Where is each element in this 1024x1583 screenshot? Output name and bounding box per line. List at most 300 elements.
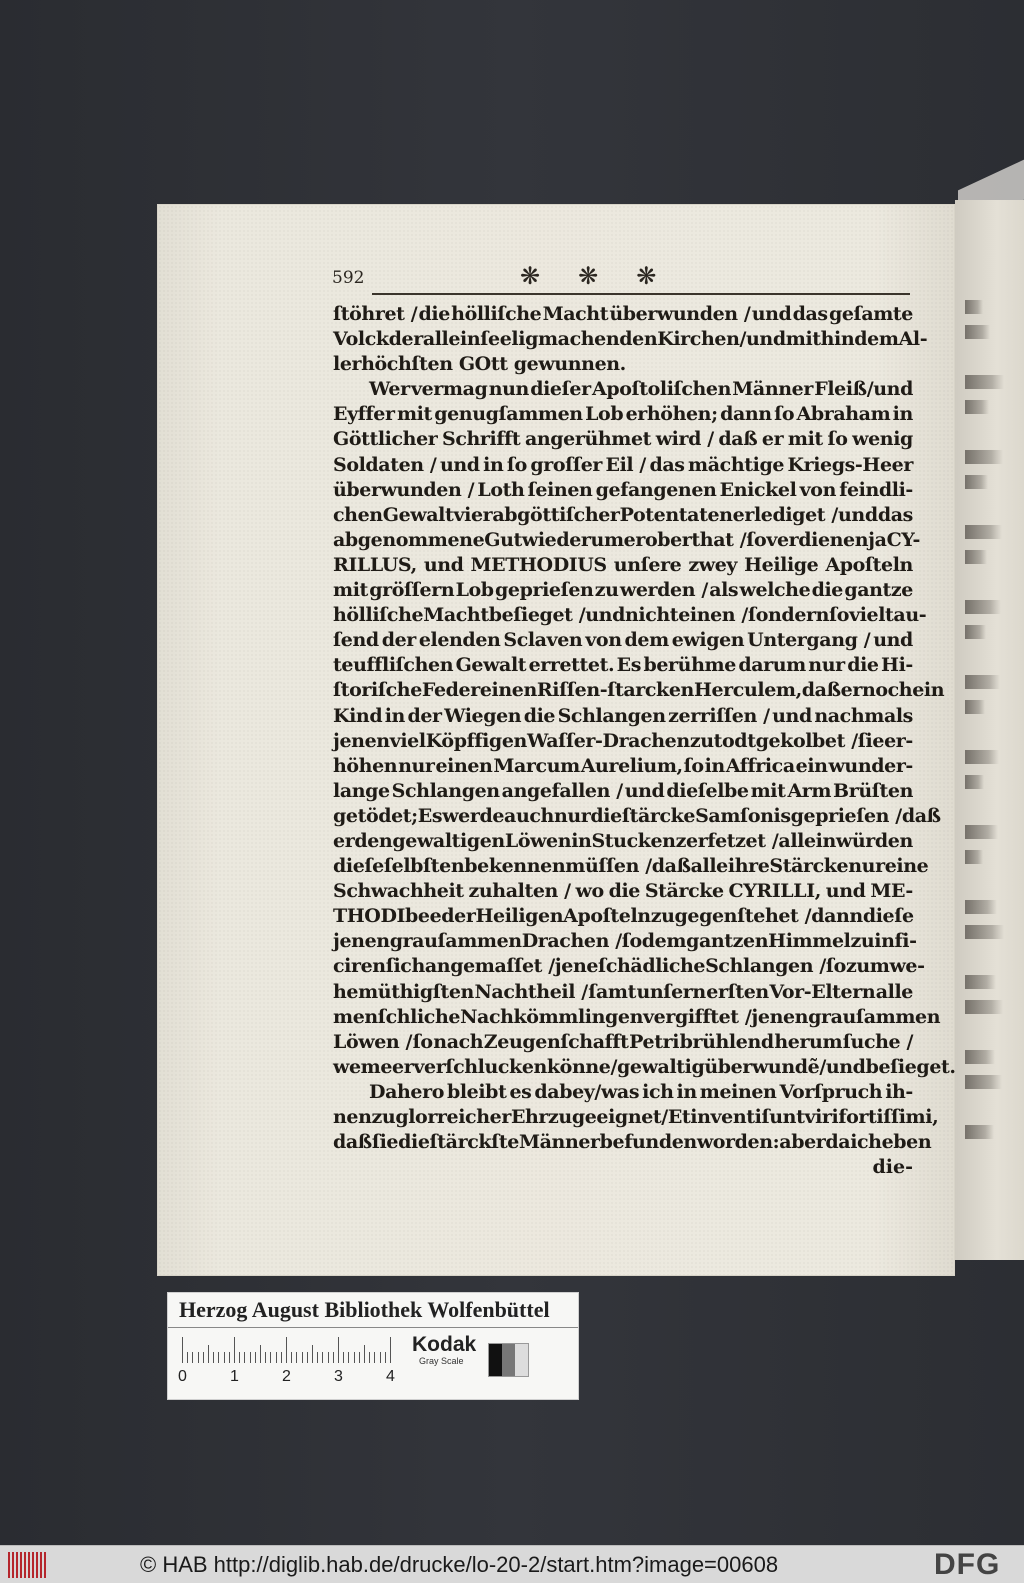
word: er- — [884, 729, 913, 752]
word: jenen — [751, 1005, 809, 1028]
word: Löwen — [504, 829, 572, 852]
word: Volck — [333, 328, 389, 351]
ruler-number: 1 — [230, 1368, 239, 1385]
word: hemüthigſten — [333, 980, 474, 1003]
word: auch — [504, 804, 554, 827]
word: hölliſche — [333, 604, 424, 627]
word: wiederum — [521, 528, 624, 551]
word: ſtärcke — [621, 804, 696, 827]
word: Enickel — [719, 478, 797, 501]
ruler-tick — [369, 1352, 370, 1363]
word: nur — [553, 804, 591, 827]
word: ſchädliche — [598, 955, 706, 978]
word: Stärcke — [769, 855, 849, 878]
word: Abraham — [796, 403, 891, 426]
adjacent-text-fragment — [965, 1075, 1002, 1089]
word: in — [892, 403, 913, 426]
word: allein — [422, 328, 481, 351]
word: Nachtheil / — [474, 980, 588, 1003]
word: geprieſen / — [790, 804, 902, 827]
word: in — [571, 829, 592, 852]
word: errettet. — [528, 654, 615, 677]
word: höhen — [333, 754, 398, 777]
word: groſſer — [530, 453, 603, 476]
word: daß — [333, 1131, 372, 1154]
word: daß — [901, 804, 941, 827]
word: METHODIUS — [470, 553, 607, 576]
ruler-tick — [270, 1352, 271, 1363]
adjacent-text-fragment — [965, 900, 997, 914]
dfg-logo: DFG — [934, 1548, 1001, 1581]
word: und — [439, 453, 480, 476]
adjacent-text-fragment — [965, 325, 990, 339]
ruler-tick — [198, 1352, 199, 1363]
ruler-tick — [265, 1352, 266, 1363]
word: als — [709, 579, 739, 602]
word: zerfetzet / — [675, 829, 779, 852]
ruler-tick — [385, 1352, 386, 1363]
word: mit — [750, 779, 786, 802]
word: vergifftet / — [643, 1005, 752, 1028]
word: ſtehet / — [737, 905, 812, 928]
word: alle — [690, 855, 728, 878]
word: wunder- — [828, 754, 913, 777]
text-line — [333, 1080, 913, 1105]
ruler-tick — [296, 1352, 297, 1363]
adjacent-text-fragment — [965, 550, 987, 564]
word: ſuche / — [842, 1030, 913, 1053]
word: Es — [417, 804, 443, 827]
ruler-tick — [286, 1337, 287, 1363]
word: Feder — [421, 679, 480, 702]
word: ſelbſten — [383, 855, 465, 878]
page-text — [333, 302, 956, 1180]
word: lange — [333, 779, 390, 802]
word: abgöttiſcher — [492, 503, 620, 526]
text-line — [333, 1105, 939, 1130]
library-color-card — [167, 1292, 579, 1400]
word: Gut — [484, 528, 522, 551]
word: gröſſern — [369, 579, 455, 602]
word: das — [792, 303, 828, 325]
ruler-tick — [312, 1345, 313, 1363]
word: genugſammen — [434, 403, 583, 426]
word: in — [384, 704, 405, 727]
word: weme — [333, 1055, 393, 1078]
scale-ruler — [182, 1337, 392, 1363]
word: jenen — [333, 930, 390, 953]
word: daß — [718, 428, 758, 451]
word: ein — [795, 754, 828, 777]
word: nach — [433, 1030, 484, 1053]
word: dieſe — [862, 905, 914, 928]
gray-scale-label: Gray Scale — [419, 1356, 464, 1366]
text-line — [333, 453, 913, 478]
word: von — [799, 478, 836, 501]
text-line — [333, 528, 921, 553]
word: und — [873, 629, 913, 652]
word: ewigen — [671, 629, 745, 652]
word: die — [398, 1131, 430, 1154]
word: inventi — [690, 1106, 762, 1128]
text-line — [333, 904, 913, 929]
word: Sclaven — [503, 629, 583, 652]
word: ſtöhret / — [333, 303, 418, 325]
word: Heilige — [744, 553, 819, 576]
ruler-tick — [343, 1352, 344, 1363]
word: jenen — [333, 729, 390, 752]
word: nur — [398, 754, 435, 777]
adjacent-text-fragment — [965, 775, 984, 789]
word: werden / — [619, 579, 708, 602]
header-ornaments: ❋❋❋ — [520, 262, 695, 290]
word: zu — [371, 1106, 396, 1128]
word: dem — [854, 328, 899, 351]
adjacent-text-fragment — [965, 300, 983, 314]
ruler-tick — [218, 1352, 219, 1363]
word: der — [407, 704, 442, 727]
ruler-tick — [374, 1352, 375, 1363]
word: ſie — [857, 729, 885, 752]
word: ihre — [727, 855, 770, 878]
word: nur — [848, 855, 885, 878]
word: Affrica — [725, 754, 795, 777]
ruler-tick — [276, 1352, 277, 1363]
word: Apoſtoliſchen — [591, 378, 732, 401]
word: und — [838, 503, 878, 526]
word: ſend — [333, 629, 379, 652]
word: CY- — [886, 528, 921, 551]
word: überwunden / — [333, 478, 475, 501]
word: CYRILLI, — [728, 880, 821, 903]
word: Soldaten / — [333, 453, 437, 476]
word: geprieſen — [495, 579, 594, 602]
word: würden — [835, 829, 913, 852]
swatch-gray — [502, 1344, 515, 1376]
word: ſo — [827, 428, 848, 451]
word: eben — [881, 1131, 932, 1154]
word: Eil / — [605, 453, 646, 476]
word: ſo — [683, 754, 704, 777]
word: grauſammen — [808, 1005, 941, 1028]
ruler-tick — [239, 1352, 240, 1363]
word: bekennen — [464, 855, 566, 878]
adjacent-text-fragment — [965, 600, 1001, 614]
word: Schrifft — [442, 428, 521, 451]
ruler-tick — [260, 1345, 261, 1363]
word: getödet; — [333, 804, 418, 827]
word: allein — [778, 829, 836, 852]
word: mit — [333, 579, 368, 602]
word: gefangenen — [595, 478, 717, 501]
word: THODI — [333, 905, 406, 928]
word: Apoſteln — [563, 905, 651, 928]
word: und — [751, 303, 792, 325]
word: ja — [868, 528, 887, 551]
word: zwey — [688, 553, 738, 576]
word: dieſe — [333, 855, 384, 878]
adjacent-text-fragment — [965, 525, 1002, 539]
word: bleibt — [446, 1080, 507, 1103]
text-line — [333, 879, 913, 904]
word: verdienen — [766, 528, 869, 551]
word: Nachkömmlingen — [460, 1005, 644, 1028]
word: in — [483, 453, 504, 476]
ruler-tick — [213, 1352, 214, 1363]
word: abgenommene — [333, 528, 485, 551]
word: beeder — [405, 905, 476, 928]
word: Lob — [455, 579, 494, 602]
adjacent-text-fragment — [965, 975, 996, 989]
text-line — [333, 628, 913, 653]
kodak-brand: Kodak — [412, 1333, 477, 1356]
word: gekolbet / — [755, 729, 858, 752]
word: Riſſen-ſtarcken — [536, 679, 694, 702]
word: er — [333, 829, 355, 852]
word: worden: — [696, 1131, 780, 1154]
text-line — [333, 678, 945, 703]
word: wo — [575, 880, 604, 903]
text-line — [333, 503, 913, 528]
ruler-tick — [333, 1352, 334, 1363]
word: erſten — [706, 980, 769, 1003]
ruler-tick — [328, 1352, 329, 1363]
word: zugegen — [650, 905, 738, 928]
word: werde — [442, 804, 505, 827]
adjacent-text-fragment — [965, 850, 983, 864]
word: zum — [845, 955, 890, 978]
adjacent-text-fragment — [965, 700, 985, 714]
adjacent-text-fragment — [965, 400, 989, 414]
word: Untergang / — [747, 629, 871, 652]
word: eine — [884, 855, 929, 878]
text-line — [333, 653, 913, 678]
word: nachmals — [814, 704, 913, 727]
word: Göttlicher — [333, 428, 438, 451]
word: ciren — [333, 955, 386, 978]
word: mit — [396, 403, 432, 426]
text-line — [333, 327, 928, 352]
word: die — [847, 654, 879, 677]
word: Schlangen — [557, 704, 666, 727]
word: geſamte — [828, 303, 913, 325]
swatch-light — [515, 1344, 528, 1376]
word: müſſen / — [565, 855, 652, 878]
word: und — [772, 704, 812, 727]
word: wird / — [655, 428, 714, 451]
text-line — [333, 603, 927, 628]
word: ich — [850, 1131, 882, 1154]
word: brühlend — [679, 1030, 774, 1053]
text-line — [333, 1055, 956, 1080]
word: erhöhen; — [625, 403, 718, 426]
adjacent-text-fragment — [965, 475, 988, 489]
word: teuffliſchen — [333, 654, 454, 677]
word: beſieget / — [488, 604, 586, 627]
word: ſunt — [761, 1106, 805, 1128]
word: ſo — [746, 528, 767, 551]
word: ſich — [385, 955, 425, 978]
word: da — [825, 1131, 851, 1154]
adjacent-text-fragment — [965, 1050, 995, 1064]
word: nur — [808, 654, 845, 677]
ruler-tick — [187, 1352, 188, 1363]
word: dieſer — [530, 378, 591, 401]
word: Macht — [542, 303, 609, 325]
word: vier — [453, 503, 493, 526]
word: Dahero — [369, 1080, 444, 1103]
library-name: Herzog August Bibliothek Wolfenbüttel — [179, 1297, 550, 1322]
word: erobert — [623, 528, 700, 551]
word: Herculem, — [693, 679, 802, 702]
word: Waſſer-Drachen — [526, 729, 690, 752]
text-line — [333, 804, 941, 829]
word: ein — [912, 679, 945, 702]
word: und — [423, 553, 464, 576]
word: mächtige — [688, 453, 785, 476]
word: Zeugenſchafft — [483, 1030, 629, 1053]
word: RILLUS, — [333, 553, 417, 576]
word: Loth — [477, 478, 525, 501]
ruler-tick — [291, 1352, 292, 1363]
word: Apoſteln — [825, 553, 913, 576]
word: Heiligen — [475, 905, 564, 928]
word: Arm — [787, 779, 832, 802]
word: mit — [787, 428, 823, 451]
word: alle — [875, 980, 913, 1003]
word: ſondern — [747, 604, 830, 627]
ruler-tick — [364, 1345, 365, 1363]
adjacent-text-fragment — [965, 1125, 994, 1139]
ruler-tick — [208, 1345, 209, 1363]
word: dann — [811, 905, 863, 928]
word: er — [761, 428, 784, 451]
word: er — [392, 1055, 414, 1078]
word: Brüſten — [833, 779, 913, 802]
word: befunden — [599, 1131, 697, 1154]
word: Al- — [898, 328, 928, 351]
word: Wer — [369, 378, 410, 401]
word: Schwachheit — [333, 880, 464, 903]
word: könne/gewaltig — [546, 1055, 705, 1078]
word: Potentaten — [619, 503, 733, 526]
word: ſie — [371, 1131, 399, 1154]
word: ſo — [829, 604, 850, 627]
text-line — [333, 929, 917, 954]
word: Männer — [518, 1131, 600, 1154]
text-line — [333, 854, 929, 879]
word: gantzen — [686, 930, 769, 953]
ruler-tick — [359, 1352, 360, 1363]
word: Vorſpruch — [779, 1080, 883, 1103]
word: den — [354, 829, 393, 852]
text-line — [333, 829, 913, 854]
word: tau- — [885, 604, 927, 627]
word: todt — [713, 729, 756, 752]
word: ich — [642, 1080, 674, 1103]
word: welche — [739, 579, 811, 602]
word: darum — [738, 654, 806, 677]
ruler-tick — [244, 1352, 245, 1363]
word: Schlangen — [391, 779, 500, 802]
adjacent-text-fragment — [965, 375, 1004, 389]
word: zerriſſen / — [668, 704, 770, 727]
word: hölliſche — [451, 303, 542, 325]
ruler-tick — [354, 1352, 355, 1363]
copyright-url[interactable]: © HAB http://diglib.hab.de/drucke/lo-20-2/start.htm?image=00608 — [140, 1552, 779, 1577]
word: und — [585, 604, 625, 627]
page-number: 592 — [332, 268, 365, 288]
word: angerühmet — [524, 428, 652, 451]
ruler-tick — [380, 1352, 381, 1363]
ruler-tick — [317, 1352, 318, 1363]
header-rule — [372, 293, 910, 295]
word: dem — [641, 930, 687, 953]
word: er — [840, 679, 862, 702]
word: ih- — [885, 1080, 913, 1103]
word: einen — [479, 679, 537, 702]
word: Kirchen/und — [657, 328, 786, 351]
word: glorreicher — [395, 1106, 511, 1128]
text-line — [333, 1030, 913, 1055]
word: Köpffigen — [425, 729, 527, 752]
text-line — [333, 954, 925, 979]
word: viri — [804, 1106, 839, 1128]
ruler-tick — [182, 1337, 183, 1363]
word: beſieget. — [865, 1055, 956, 1078]
word: ME- — [870, 880, 913, 903]
ruler-tick — [192, 1352, 193, 1363]
word: elenden — [418, 629, 501, 652]
ruler-tick — [224, 1352, 225, 1363]
adjacent-text-fragment — [965, 625, 986, 639]
word: gantze — [844, 579, 913, 602]
word: Schlangen / — [705, 955, 826, 978]
word: angefallen / — [501, 779, 623, 802]
ruler-number: 4 — [386, 1368, 395, 1385]
ruler-number: 3 — [334, 1368, 343, 1385]
word: Gewalt — [382, 503, 454, 526]
word: Eyffer — [333, 403, 395, 426]
word: angemaſſet / — [424, 955, 555, 978]
text-line — [333, 578, 913, 603]
word: vermag — [410, 378, 488, 401]
text-line — [333, 779, 913, 804]
word: Es — [616, 654, 642, 677]
ruler-tick — [348, 1352, 349, 1363]
hab-logo-icon — [8, 1552, 48, 1578]
word: der — [381, 629, 416, 652]
word: ſeeligmachenden — [480, 328, 658, 351]
ruler-tick — [302, 1352, 303, 1363]
word: ſo — [774, 403, 795, 426]
text-line — [333, 754, 913, 779]
word: ſo — [825, 955, 846, 978]
text-line — [333, 553, 913, 578]
word: menſchliche — [333, 1005, 461, 1028]
word: Stucken — [591, 829, 676, 852]
word: zu — [850, 930, 875, 953]
ruler-tick — [229, 1352, 230, 1363]
word: und — [624, 779, 665, 802]
word: überwundẽ/und — [704, 1055, 866, 1078]
adjacent-text-fragment — [965, 450, 1003, 464]
text-line — [333, 1130, 932, 1155]
word: dabey/was — [534, 1080, 640, 1103]
word: die — [811, 579, 843, 602]
word: einen / — [678, 604, 748, 627]
adjacent-text-fragment — [965, 675, 1000, 689]
